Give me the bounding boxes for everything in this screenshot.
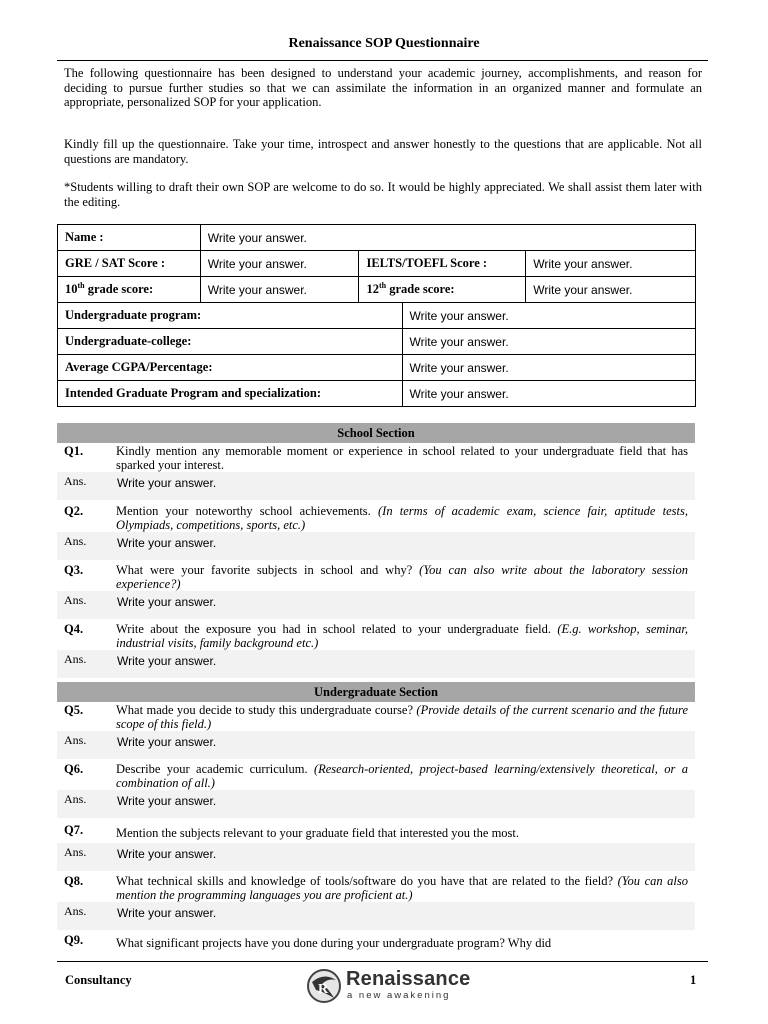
ug-college-answer-field[interactable]: Write your answer. bbox=[402, 329, 696, 355]
title-divider bbox=[57, 60, 708, 61]
intended-program-label: Intended Graduate Program and specialization: bbox=[58, 381, 403, 407]
answer-row-6[interactable] bbox=[57, 790, 695, 818]
question-text: What were your favorite subjects in school and why? bbox=[116, 563, 420, 577]
personal-details-table bbox=[57, 224, 696, 303]
answer-label: Ans. bbox=[64, 904, 87, 918]
question-text: Mention your noteworthy school achievements. bbox=[116, 504, 378, 518]
gre-sat-answer-field[interactable]: Write your answer. bbox=[200, 251, 359, 277]
ielts-toefl-answer-field[interactable]: Write your answer. bbox=[526, 251, 696, 277]
ug-program-label: Undergraduate program: bbox=[58, 303, 403, 329]
answer-row-7[interactable] bbox=[57, 843, 695, 871]
cgpa-label: Average CGPA/Percentage: bbox=[58, 355, 403, 381]
question-text: Write about the exposure you had in school related to your undergraduate field. bbox=[116, 622, 558, 636]
name-answer-field[interactable]: Write your answer. bbox=[200, 225, 695, 251]
question-text: Mention the subjects relevant to your graduate field that interested you the most. bbox=[116, 826, 520, 840]
question-text: Kindly mention any memorable moment or experience in school related to your undergraduate field that has sparked your interest. bbox=[116, 444, 688, 472]
answer-field[interactable]: Write your answer. bbox=[117, 735, 217, 749]
logo-emblem-icon bbox=[306, 968, 344, 1004]
answer-label: Ans. bbox=[64, 792, 87, 806]
question-number: Q9. bbox=[64, 933, 84, 947]
answer-field[interactable]: Write your answer. bbox=[117, 595, 217, 609]
grade12-label: 12th grade score: bbox=[359, 277, 526, 303]
intro-paragraph-3: *Students willing to draft their own SOP are welcome to do so. It would be highly appreciated. We shall assist them later with the editing. bbox=[64, 180, 702, 209]
question-text: What significant projects have you done during your undergraduate program? Why did bbox=[116, 936, 552, 950]
answer-label: Ans. bbox=[64, 733, 87, 747]
question-text: What made you decide to study this undergraduate course? bbox=[116, 703, 417, 717]
answer-label: Ans. bbox=[64, 474, 87, 488]
question-number: Q6. bbox=[64, 762, 84, 776]
question-number: Q5. bbox=[64, 703, 84, 717]
answer-label: Ans. bbox=[64, 534, 87, 548]
answer-row-8[interactable] bbox=[57, 902, 695, 930]
footer-consultancy: Consultancy bbox=[65, 973, 132, 987]
grade10-answer-field[interactable]: Write your answer. bbox=[200, 277, 359, 303]
ug-program-answer-field[interactable]: Write your answer. bbox=[402, 303, 696, 329]
gre-sat-label: GRE / SAT Score : bbox=[58, 251, 201, 277]
answer-field[interactable]: Write your answer. bbox=[117, 536, 217, 550]
question-note: (E.g. workshop, seminar, industrial visits, family background etc.) bbox=[116, 622, 688, 650]
renaissance-logo bbox=[306, 968, 471, 1004]
page-title: Renaissance SOP Questionnaire bbox=[288, 36, 480, 51]
answer-field[interactable]: Write your answer. bbox=[117, 794, 217, 808]
ug-college-label: Undergraduate-college: bbox=[58, 329, 403, 355]
question-note: (Research-oriented, project-based learning/extensively theoretical, or a combination of all.) bbox=[116, 762, 688, 790]
answer-field[interactable]: Write your answer. bbox=[117, 847, 217, 861]
question-number: Q4. bbox=[64, 622, 84, 636]
ielts-toefl-label: IELTS/TOEFL Score : bbox=[359, 251, 526, 277]
answer-field[interactable]: Write your answer. bbox=[117, 654, 217, 668]
answer-label: Ans. bbox=[64, 652, 87, 666]
name-label: Name : bbox=[58, 225, 201, 251]
cgpa-answer-field[interactable]: Write your answer. bbox=[402, 355, 696, 381]
grade10-label: 10th grade score: bbox=[58, 277, 201, 303]
intended-program-answer-field[interactable]: Write your answer. bbox=[402, 381, 696, 407]
answer-field[interactable]: Write your answer. bbox=[117, 906, 217, 920]
question-text: What technical skills and knowledge of tools/software do you have that are related to the field? bbox=[116, 874, 618, 888]
logo-tagline: a new awakening bbox=[347, 990, 451, 1001]
question-number: Q2. bbox=[64, 504, 84, 518]
page-number: 1 bbox=[690, 973, 697, 987]
school-section-header: School Section bbox=[57, 423, 695, 443]
intro-paragraph-1: The following questionnaire has been designed to understand your academic journey, accomplishments, and reason for deciding to pursue further studies so that we can assimilate the information in an organized manner and formulate an appropriate, personalized SOP for your application. bbox=[64, 66, 702, 109]
logo-wordmark: Renaissance bbox=[346, 968, 471, 990]
intro-paragraph-2: Kindly fill up the questionnaire. Take your time, introspect and answer honestly to the questions that are applicable. Not all questions are mandatory. bbox=[64, 137, 702, 166]
answer-label: Ans. bbox=[64, 845, 87, 859]
answer-row-4[interactable] bbox=[57, 650, 695, 678]
answer-row-5[interactable] bbox=[57, 731, 695, 759]
answer-row-2[interactable] bbox=[57, 532, 695, 560]
question-note: (In terms of academic exam, science fair, aptitude tests, Olympiads, competitions, sports, etc.) bbox=[116, 504, 688, 532]
question-number: Q7. bbox=[64, 823, 84, 837]
answer-row-3[interactable] bbox=[57, 591, 695, 619]
undergraduate-section-header: Undergraduate Section bbox=[57, 682, 695, 702]
question-number: Q1. bbox=[64, 444, 84, 458]
question-note: (You can also write about the laboratory session experience?) bbox=[116, 563, 688, 591]
footer-divider bbox=[57, 961, 708, 962]
question-note: (Provide details of the current scenario and the future scope of this field.) bbox=[116, 703, 688, 731]
answer-row-1[interactable] bbox=[57, 472, 695, 500]
question-number: Q3. bbox=[64, 563, 84, 577]
answer-field[interactable]: Write your answer. bbox=[117, 476, 217, 490]
answer-label: Ans. bbox=[64, 593, 87, 607]
grade12-answer-field[interactable]: Write your answer. bbox=[526, 277, 696, 303]
svg-text:R: R bbox=[318, 982, 329, 997]
question-text: Describe your academic curriculum. bbox=[116, 762, 314, 776]
question-number: Q8. bbox=[64, 874, 84, 888]
question-note: (You can also mention the programming languages you are proficient at.) bbox=[116, 874, 688, 902]
academic-details-table bbox=[57, 302, 696, 407]
